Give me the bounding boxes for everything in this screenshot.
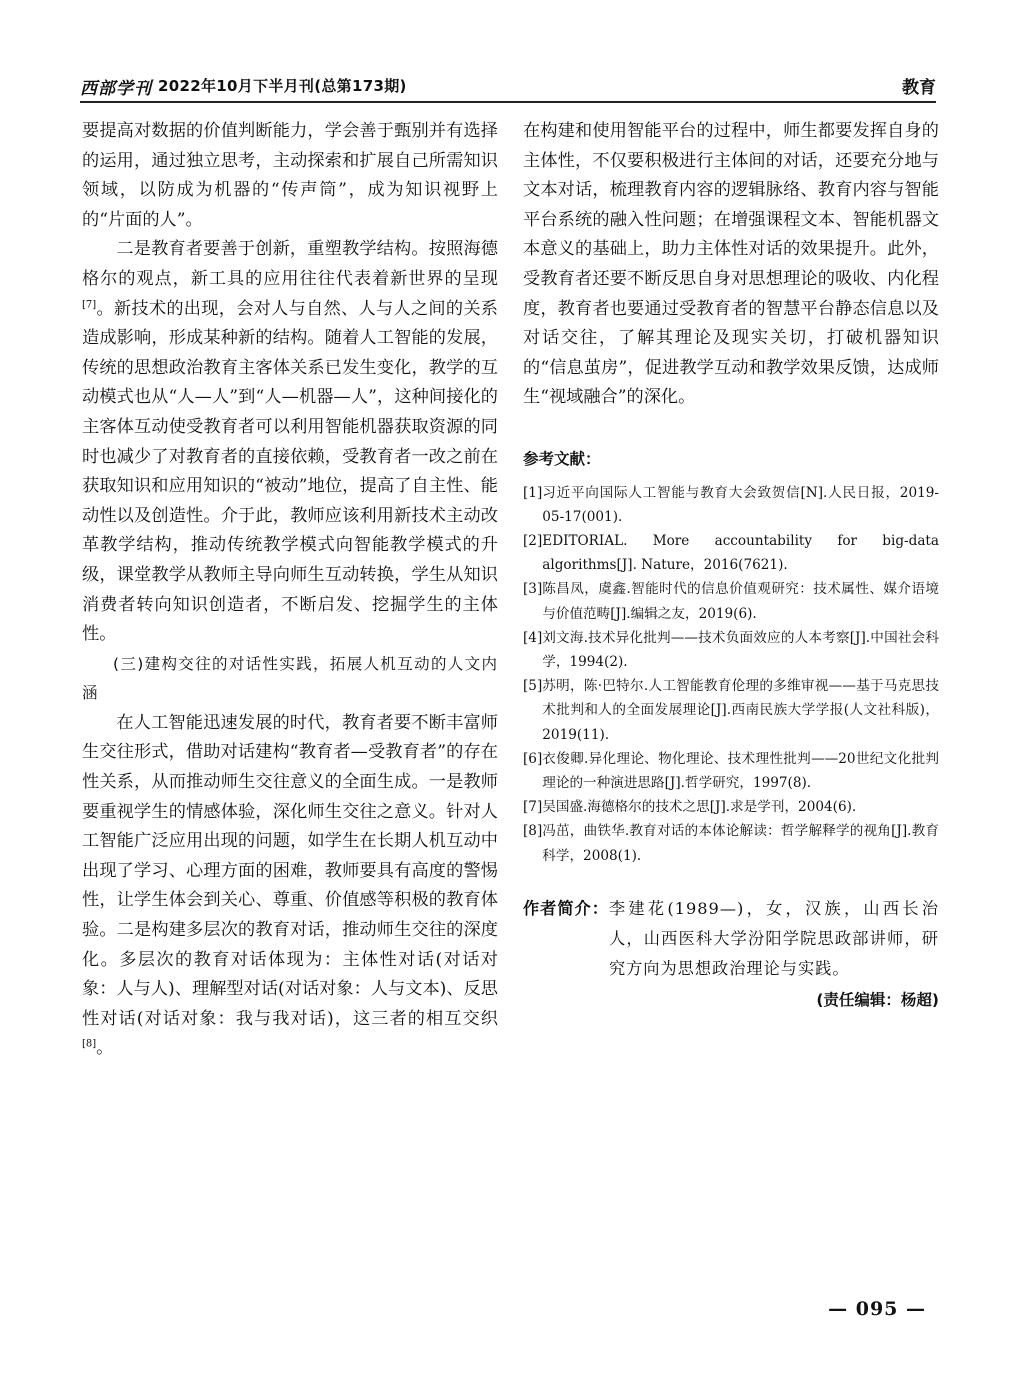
author-bio-label: 作者简介： — [523, 898, 609, 918]
reference-number: [3] — [523, 581, 543, 598]
reference-number: [2] — [523, 532, 543, 549]
reference-text: EDITORIAL. More accountability for big-data algorithms[J]. Nature，2016(7621). — [542, 532, 939, 574]
paragraph — [82, 235, 498, 649]
reference-item — [523, 626, 939, 674]
reference-number: [1] — [523, 484, 543, 501]
reference-number: [4] — [523, 629, 543, 646]
reference-text: 冯茁，曲铁华.教育对话的本体论解读：哲学解释学的视角[J].教育科学，2008(1). — [542, 823, 939, 864]
citation-ref: [7] — [82, 298, 97, 310]
left-column — [82, 117, 498, 1064]
paragraph: 要提高对数据的价值判断能力，学会善于甄别并有选择的运用，通过独立思考，主动探索和扩展自己所需知识领域，以防成为机器的“传声筒”，成为知识视野上的“片面的人”。 — [82, 121, 498, 230]
reference-item — [523, 529, 939, 577]
reference-item — [523, 674, 939, 747]
paragraph-text: 二是教育者要善于创新，重塑教学结构。按照海德格尔的观点，新工具的应用往往代表着新世界的呈现 — [82, 239, 498, 289]
reference-item — [523, 747, 939, 795]
paragraph — [82, 709, 498, 1064]
reference-text: 吴国盛.海德格尔的技术之思[J].求是学刊，2004(6). — [542, 799, 857, 816]
reference-text: 陈昌凤，虞鑫.智能时代的信息价值观研究：技术属性、媒介语境与价值范畴[J].编辑之友，2019(6). — [542, 581, 939, 622]
reference-item — [523, 819, 939, 867]
reference-number: [7] — [523, 799, 543, 816]
paragraph-text: 。新技术的出现，会对人与自然、人与人之间的关系造成影响，形成某种新的结构。随着人工智能的发展，传统的思想政治教育主客体关系已发生变化，教学的互动模式也从“人—人”到“人—机器—人”，这种间接化的主客体互动使受教育者可以利用智能机器获取资源的同时也减少了对教育者的直接依赖，受教育者一改之前在获取知识和应用知识的“被动”地位，提高了自主性、能动性以及创造性。介于此，教师应该利用新技术主动改革教学结构，推动传统教学模式向智能教学模式的升级，课堂教学从教师主导向师生互动转换，学生从知识消费者转向知识创造者，不断启发、挖掘学生的主体性。 — [82, 298, 498, 645]
reference-item — [523, 795, 939, 819]
author-bio — [523, 894, 939, 984]
reference-item — [523, 481, 939, 529]
reference-item — [523, 577, 939, 625]
references-heading: 参考文献： — [523, 449, 601, 468]
reference-text: 习近平向国际人工智能与教育大会致贺信[N].人民日报，2019-05-17(001). — [542, 484, 939, 525]
section-label: 教育 — [902, 78, 936, 98]
page-header — [80, 70, 936, 100]
issue-info: 2022年10月下半月刊(总第173期) — [158, 77, 407, 95]
author-bio-text: 李建花(1989—)，女，汉族，山西长治人，山西医科大学汾阳学院思政部讲师，研究方向为思想政治理论与实践。 — [608, 898, 939, 978]
reference-number: [5] — [523, 678, 543, 695]
reference-text: 衣俊卿.异化理论、物化理论、技术理性批判——20世纪文化批判理论的一种演进思路[J].哲学研究，1997(8). — [542, 750, 939, 791]
references-list — [523, 481, 939, 868]
journal-masthead: 西部学刊 — [80, 79, 152, 99]
page-number: — 095 — — [828, 1298, 926, 1320]
section-subheading: (三)建构交往的对话性实践，拓展人机互动的人文内涵 — [82, 654, 498, 703]
responsible-editor: (责任编辑：杨超) — [816, 990, 939, 1009]
citation-ref: [8] — [82, 1038, 97, 1050]
paragraph-text: 在人工智能迅速发展的时代，教育者要不断丰富师生交往形式，借助对话建构“教育者—受教育者”的存在性关系，从而推动师生交往意义的全面生成。一是教师要重视学生的情感体验，深化师生交往之意义。针对人工智能广泛应用出现的问题，如学生在长期人机互动中出现了学习、心理方面的困难，教师要具有高度的警惕性，让学生体会到关心、尊重、价值感等积极的教育体验。二是构建多层次的教育对话，推动师生交往的深度化。多层次的教育对话体现为：主体性对话(对话对象：人与人)、理解型对话(对话对象：人与文本)、反思性对话(对话对象：我与我对话)，这三者的相互交织 — [82, 712, 498, 1029]
reference-text: 刘文海.技术异化批判——技术负面效应的人本考察[J].中国社会科学，1994(2). — [542, 629, 939, 670]
header-rule — [80, 101, 936, 103]
reference-text: 苏明，陈·巴特尔.人工智能教育伦理的多维审视——基于马克思技术批判和人的全面发展理论[J].西南民族大学学报(人文社科版)，2019(11). — [542, 678, 939, 743]
reference-number: [8] — [523, 823, 543, 840]
paragraph: 在构建和使用智能平台的过程中，师生都要发挥自身的主体性，不仅要积极进行主体间的对话，还要充分地与文本对话，梳理教育内容的逻辑脉络、教育内容与智能平台系统的融入性问题；在增强课程文本、智能机器文本意义的基础上，助力主体性对话的效果提升。此外，受教育者还要不断反思自身对思想理论的吸收、内化程度，教育者也要通过受教育者的智慧平台静态信息以及对话交往，了解其理论及现实关切，打破机器知识的“信息茧房”，促进教学互动和教学效果反馈，达成师生“视域融合”的深化。 — [523, 121, 939, 408]
reference-number: [6] — [523, 750, 543, 767]
paragraph-text: 。 — [96, 1038, 114, 1059]
right-column — [523, 117, 939, 1015]
